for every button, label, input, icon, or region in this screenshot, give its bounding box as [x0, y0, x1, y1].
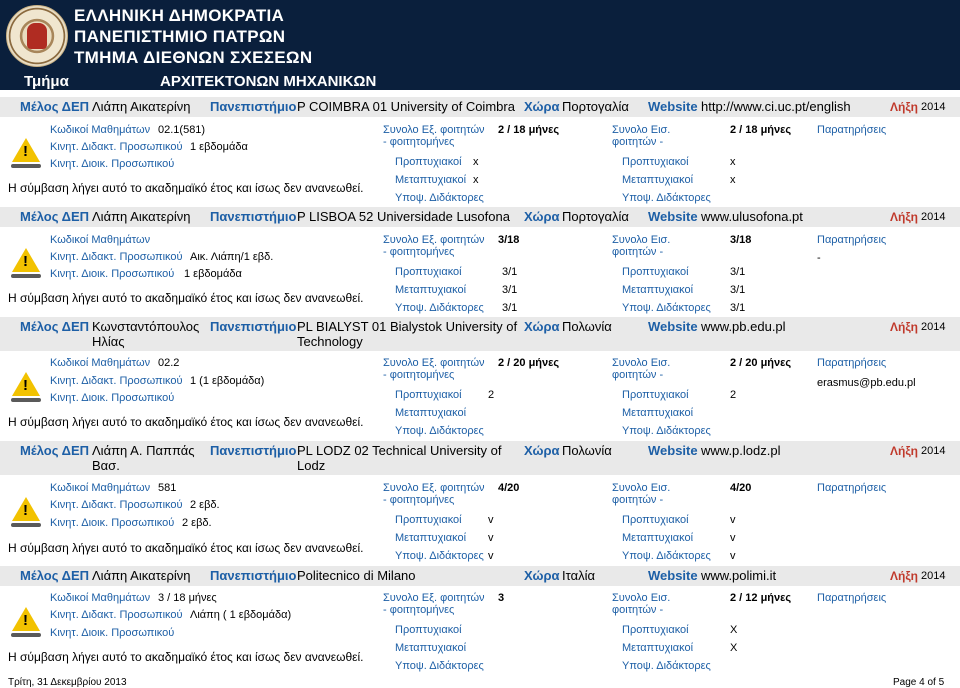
out-pg-label: Μεταπτυχιακοί [395, 532, 467, 544]
member-label: Μέλος ΔΕΠ [20, 209, 89, 224]
out-total-label-2: - φοιτητομήνες [383, 494, 455, 506]
out-total-label: Συνολο Εξ. φοιτητών [383, 124, 485, 136]
out-phd-value: v [488, 550, 494, 562]
university-label: Πανεπιστήμιο [210, 209, 297, 224]
out-ug-value: 3/1 [502, 266, 518, 278]
admin-staff-value: 2 εβδ. [182, 517, 212, 529]
teach-staff-label: Κινητ. Διδακτ. Προσωπικού [50, 375, 183, 387]
in-total-label-2: φοιτητών - [612, 369, 664, 381]
in-pg-label: Μεταπτυχιακοί [622, 532, 694, 544]
expiry-year: 2014 [921, 101, 946, 113]
warning-icon [12, 497, 40, 521]
record-1-header [0, 97, 960, 117]
warning-base [11, 398, 41, 402]
country-name: Πορτογαλία [562, 209, 629, 224]
in-ug-label: Προπτυχιακοί [622, 624, 689, 636]
record-5-header [0, 566, 960, 586]
university-name-line-2: Technology [297, 334, 363, 349]
expiry-label: Λήξη [890, 320, 919, 334]
warning-icon [12, 138, 40, 162]
header-line-3: ΤΜΗΜΑ ΔΙΕΘΝΩΝ ΣΧΕΣΕΩΝ [74, 48, 313, 67]
out-total-label-2: - φοιτητομήνες [383, 136, 455, 148]
university-name: P COIMBRA 01 University of Coimbra [297, 99, 515, 114]
in-ug-label: Προπτυχιακοί [622, 266, 689, 278]
course-code-label: Κωδικοί Μαθημάτων [50, 482, 151, 494]
expiry-label: Λήξη [890, 100, 919, 114]
warning-icon [12, 372, 40, 396]
warning-base [11, 274, 41, 278]
warning-base [11, 164, 41, 168]
admin-staff-label: Κινητ. Διοικ. Προσωπικού [50, 392, 175, 404]
warning-icon [12, 248, 40, 272]
out-total-value: 2 / 18 μήνες [498, 124, 560, 136]
in-total-value: 2 / 18 μήνες [730, 124, 792, 136]
out-total-label: Συνολο Εξ. φοιτητών [383, 234, 485, 246]
in-ug-value: x [730, 156, 736, 168]
in-total-value: 3/18 [730, 234, 752, 246]
university-label: Πανεπιστήμιο [210, 443, 297, 458]
out-pg-value: v [488, 532, 494, 544]
remarks-label: Παρατηρήσεις [817, 592, 887, 604]
admin-staff-label: Κινητ. Διοικ. Προσωπικού [50, 158, 175, 170]
record-4-header [0, 441, 960, 475]
out-total-label: Συνολο Εξ. φοιτητών [383, 482, 485, 494]
out-ug-label: Προπτυχιακοί [395, 266, 462, 278]
course-code-value: 3 / 18 μήνες [158, 592, 217, 604]
out-pg-label: Μεταπτυχιακοί [395, 284, 467, 296]
university-seal-icon [6, 5, 68, 67]
country-label: Χώρα [524, 209, 560, 224]
remarks-email[interactable]: erasmus@pb.edu.pl [817, 377, 916, 389]
in-ug-value: v [730, 514, 736, 526]
in-total-label-2: φοιτητών - [612, 494, 664, 506]
country-name: Πολωνία [562, 443, 612, 458]
member-label: Μέλος ΔΕΠ [20, 443, 89, 458]
record-2-header [0, 207, 960, 227]
expiry-note: Η σύμβαση λήγει αυτό το ακαδημαϊκό έτος και ίσως δεν ανανεωθεί. [8, 650, 364, 664]
in-total-label: Συνολο Εισ. [612, 592, 671, 604]
out-total-label-2: - φοιτητομήνες [383, 369, 455, 381]
university-label: Πανεπιστήμιο [210, 319, 297, 334]
country-name: Πολωνία [562, 319, 612, 334]
website-label: Website [648, 99, 698, 114]
admin-staff-label: Κινητ. Διοικ. Προσωπικού [50, 268, 175, 280]
out-pg-label: Μεταπτυχιακοί [395, 642, 467, 654]
expiry-year: 2014 [921, 321, 946, 333]
website-label: Website [648, 443, 698, 458]
out-phd-value: 3/1 [502, 302, 518, 314]
university-name-line-1: PL LODZ 02 Technical University of [297, 443, 502, 458]
in-total-label: Συνολο Εισ. [612, 357, 671, 369]
in-pg-label: Μεταπτυχιακοί [622, 284, 694, 296]
in-phd-label: Υποψ. Διδάκτορες [622, 660, 711, 672]
member-label: Μέλος ΔΕΠ [20, 319, 89, 334]
in-phd-label: Υποψ. Διδάκτορες [622, 192, 711, 204]
website-label: Website [648, 568, 698, 583]
out-total-label: Συνολο Εξ. φοιτητών [383, 357, 485, 369]
in-phd-label: Υποψ. Διδάκτορες [622, 550, 711, 562]
member-name-line-1: Κωνσταντόπουλος [92, 319, 200, 334]
course-code-value: 02.2 [158, 357, 180, 369]
university-name: Politecnico di Milano [297, 568, 416, 583]
in-total-value: 2 / 12 μήνες [730, 592, 792, 604]
out-ug-value: v [488, 514, 494, 526]
department-label: Τμήμα [24, 73, 69, 90]
out-ug-label: Προπτυχιακοί [395, 514, 462, 526]
in-total-label: Συνολο Εισ. [612, 124, 671, 136]
remarks-label: Παρατηρήσεις [817, 357, 887, 369]
country-label: Χώρα [524, 99, 560, 114]
expiry-note: Η σύμβαση λήγει αυτό το ακαδημαϊκό έτος και ίσως δεν ανανεωθεί. [8, 541, 364, 555]
course-code-label: Κωδικοί Μαθημάτων [50, 234, 151, 246]
admin-staff-label: Κινητ. Διοικ. Προσωπικού [50, 517, 175, 529]
website-url[interactable]: www.pb.edu.pl [701, 319, 786, 334]
member-label: Μέλος ΔΕΠ [20, 99, 89, 114]
university-label: Πανεπιστήμιο [210, 568, 297, 583]
out-ug-value: x [473, 156, 479, 168]
out-total-value: 3 [498, 592, 505, 604]
department-bar [0, 72, 960, 90]
expiry-note: Η σύμβαση λήγει αυτό το ακαδημαϊκό έτος και ίσως δεν ανανεωθεί. [8, 291, 364, 305]
in-phd-label: Υποψ. Διδάκτορες [622, 425, 711, 437]
university-label: Πανεπιστήμιο [210, 99, 297, 114]
admin-staff-value: 1 εβδομάδα [184, 268, 242, 280]
course-code-value: 581 [158, 482, 177, 494]
website-url[interactable]: http://www.ci.uc.pt/english [701, 99, 851, 114]
out-ug-label: Προπτυχιακοί [395, 389, 462, 401]
teach-staff-label: Κινητ. Διδακτ. Προσωπικού [50, 251, 183, 263]
country-label: Χώρα [524, 319, 560, 334]
expiry-note: Η σύμβαση λήγει αυτό το ακαδημαϊκό έτος και ίσως δεν ανανεωθεί. [8, 415, 364, 429]
expiry-year: 2014 [921, 211, 946, 223]
in-total-value: 2 / 20 μήνες [730, 357, 792, 369]
university-name: P LISBOA 52 Universidade Lusofona [297, 209, 510, 224]
course-code-label: Κωδικοί Μαθημάτων [50, 592, 151, 604]
expiry-label: Λήξη [890, 569, 919, 583]
out-total-value: 3/18 [498, 234, 520, 246]
teach-staff-label: Κινητ. Διδακτ. Προσωπικού [50, 499, 183, 511]
in-pg-label: Μεταπτυχιακοί [622, 174, 694, 186]
member-name: Λιάπη Αικατερίνη [92, 209, 191, 224]
teach-staff-value: 1 (1 εβδομάδα) [190, 375, 265, 387]
in-total-value: 4/20 [730, 482, 752, 494]
website-url[interactable]: www.polimi.it [701, 568, 777, 583]
university-name-line-1: PL BIALYST 01 Bialystok University of [297, 319, 518, 334]
in-total-label-2: φοιτητών - [612, 246, 664, 258]
in-total-label: Συνολο Εισ. [612, 482, 671, 494]
member-name-line-2: Βασ. [92, 458, 120, 473]
in-ug-label: Προπτυχιακοί [622, 156, 689, 168]
out-total-value: 4/20 [498, 482, 520, 494]
teach-staff-label: Κινητ. Διδακτ. Προσωπικού [50, 609, 183, 621]
teach-staff-label: Κινητ. Διδακτ. Προσωπικού [50, 141, 183, 153]
header-line-2: ΠΑΝΕΠΙΣΤΗΜΙΟ ΠΑΤΡΩΝ [74, 27, 286, 46]
in-pg-value: X [730, 642, 738, 654]
in-phd-label: Υποψ. Διδάκτορες [622, 302, 711, 314]
teach-staff-value: 1 εβδομάδα [190, 141, 248, 153]
website-label: Website [648, 209, 698, 224]
country-name: Πορτογαλία [562, 99, 629, 114]
in-ug-label: Προπτυχιακοί [622, 514, 689, 526]
in-phd-value: 3/1 [730, 302, 746, 314]
in-phd-value: v [730, 550, 736, 562]
in-pg-value: v [730, 532, 736, 544]
out-total-label: Συνολο Εξ. φοιτητών [383, 592, 485, 604]
record-3-header [0, 317, 960, 351]
warning-icon [12, 607, 40, 631]
in-total-label-2: φοιτητών - [612, 136, 664, 148]
admin-staff-label: Κινητ. Διοικ. Προσωπικού [50, 627, 175, 639]
page-header [0, 0, 960, 72]
university-name-line-2: Lodz [297, 458, 326, 473]
expiry-note: Η σύμβαση λήγει αυτό το ακαδημαϊκό έτος και ίσως δεν ανανεωθεί. [8, 181, 364, 195]
warning-base [11, 633, 41, 637]
member-name-line-1: Λιάπη Α. Παππάς [92, 443, 195, 458]
expiry-year: 2014 [921, 445, 946, 457]
website-label: Website [648, 319, 698, 334]
country-label: Χώρα [524, 568, 560, 583]
teach-staff-value: 2 εβδ. [190, 499, 220, 511]
out-pg-value: x [473, 174, 479, 186]
expiry-label: Λήξη [890, 210, 919, 224]
remarks-label: Παρατηρήσεις [817, 482, 887, 494]
in-total-label: Συνολο Εισ. [612, 234, 671, 246]
country-label: Χώρα [524, 443, 560, 458]
out-ug-label: Προπτυχιακοί [395, 156, 462, 168]
out-phd-label: Υποψ. Διδάκτορες [395, 425, 484, 437]
in-pg-value: x [730, 174, 736, 186]
teach-staff-value: Λιάπη ( 1 εβδομάδα) [190, 609, 292, 621]
out-phd-label: Υποψ. Διδάκτορες [395, 550, 484, 562]
expiry-year: 2014 [921, 570, 946, 582]
member-name-line-2: Ηλίας [92, 334, 125, 349]
footer-page-number: Page 4 of 5 [893, 677, 945, 688]
remarks-label: Παρατηρήσεις [817, 124, 887, 136]
teach-staff-value: Αικ. Λιάπη/1 εβδ. [190, 251, 274, 263]
out-total-label-2: - φοιτητομήνες [383, 604, 455, 616]
website-url[interactable]: www.p.lodz.pl [701, 443, 781, 458]
in-ug-label: Προπτυχιακοί [622, 389, 689, 401]
course-code-label: Κωδικοί Μαθημάτων [50, 357, 151, 369]
in-total-label-2: φοιτητών - [612, 604, 664, 616]
out-phd-label: Υποψ. Διδάκτορες [395, 192, 484, 204]
in-pg-label: Μεταπτυχιακοί [622, 642, 694, 654]
out-pg-value: 3/1 [502, 284, 518, 296]
warning-base [11, 523, 41, 527]
course-code-label: Κωδικοί Μαθημάτων [50, 124, 151, 136]
header-line-1: ΕΛΛΗΝΙΚΗ ΔΗΜΟΚΡΑΤΙΑ [74, 6, 285, 25]
footer-date: Τρίτη, 31 Δεκεμβρίου 2013 [8, 677, 127, 688]
course-code-value: 02.1(581) [158, 124, 206, 136]
member-name: Λιάπη Αικατερίνη [92, 568, 191, 583]
out-total-value: 2 / 20 μήνες [498, 357, 560, 369]
in-pg-label: Μεταπτυχιακοί [622, 407, 694, 419]
website-url[interactable]: www.ulusofona.pt [701, 209, 803, 224]
out-phd-label: Υποψ. Διδάκτορες [395, 660, 484, 672]
in-ug-value: 3/1 [730, 266, 746, 278]
out-pg-label: Μεταπτυχιακοί [395, 174, 467, 186]
expiry-label: Λήξη [890, 444, 919, 458]
remarks-value: - [817, 252, 821, 264]
member-label: Μέλος ΔΕΠ [20, 568, 89, 583]
in-ug-value: X [730, 624, 738, 636]
out-pg-label: Μεταπτυχιακοί [395, 407, 467, 419]
in-ug-value: 2 [730, 389, 737, 401]
department-value: ΑΡΧΙΤΕΚΤΟΝΩΝ ΜΗΧΑΝΙΚΩΝ [160, 73, 377, 90]
out-ug-value: 2 [488, 389, 495, 401]
member-name: Λιάπη Αικατερίνη [92, 99, 191, 114]
country-name: Ιταλία [562, 568, 595, 583]
remarks-label: Παρατηρήσεις [817, 234, 887, 246]
out-total-label-2: - φοιτητομήνες [383, 246, 455, 258]
out-phd-label: Υποψ. Διδάκτορες [395, 302, 484, 314]
out-ug-label: Προπτυχιακοί [395, 624, 462, 636]
in-pg-value: 3/1 [730, 284, 746, 296]
